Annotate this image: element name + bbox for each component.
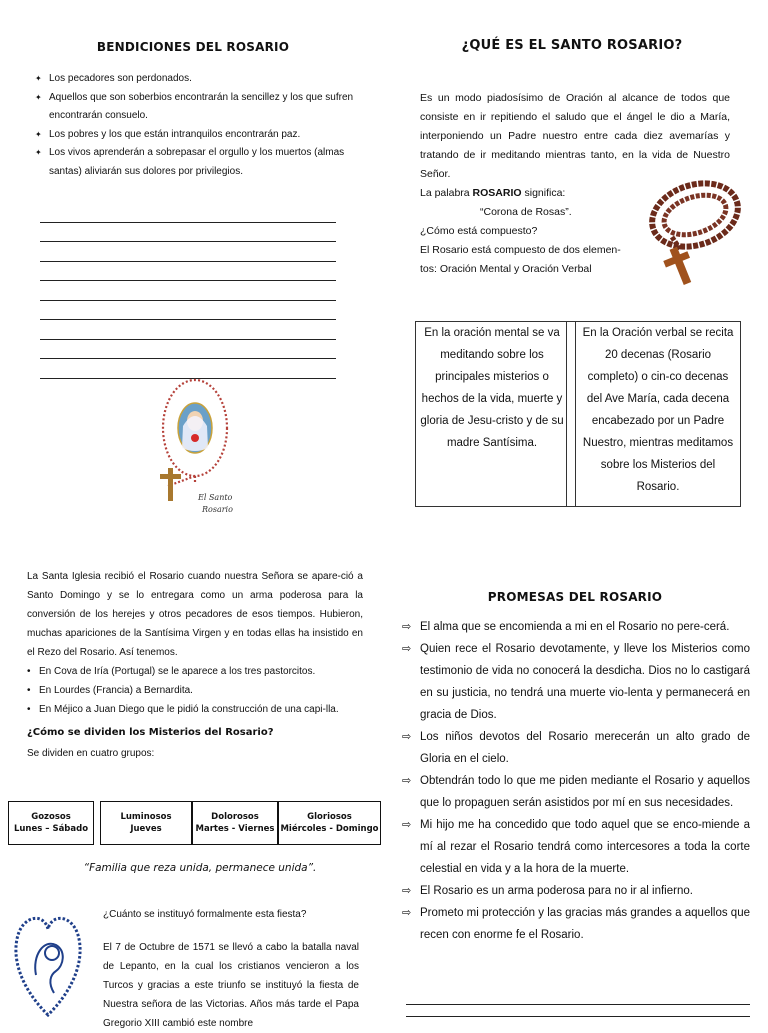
list-item: ✦ Aquellos que son soberbios encontrarán la sencillez y los que sufren encontrarán consuelo. <box>28 89 358 126</box>
misterios-grid <box>8 801 381 845</box>
promesas-section <box>400 590 750 946</box>
image-caption-1: El Santo <box>198 493 233 502</box>
list-item: ✦ Los vivos aprenderán a sobrepasar el orgullo y los muertos (almas santas) aliviarán sus dolores por privilegios. <box>28 144 358 181</box>
bullet-icon: • <box>27 666 31 677</box>
oracion-table <box>415 321 741 507</box>
star-bullet-icon: ✦ <box>35 129 42 139</box>
list-item: ⇨ El alma que se encomienda a mi en el Rosario no pere-cerá. <box>400 616 750 638</box>
list-item: ✦ Los pecadores son perdonados. <box>28 70 358 89</box>
bendiciones-list <box>28 70 358 181</box>
bendiciones-title: BENDICIONES DEL ROSARIO <box>96 40 290 54</box>
arrow-bullet-icon: ⇨ <box>402 775 412 787</box>
rosary-virgin-image <box>150 376 240 521</box>
promesas-list <box>400 616 750 946</box>
promesas-title: PROMESAS DEL ROSARIO <box>487 590 663 604</box>
list-item: ⇨ Los niños devotos del Rosario merecerán un alto grado de Gloria en el cielo. <box>400 726 750 770</box>
fiesta-question: ¿Cuánto se instituyó formalmente esta fiesta? <box>103 909 307 920</box>
apariciones-list <box>27 662 363 719</box>
misterio-luminosos: Luminosos Jueves <box>100 801 192 845</box>
misterio-gozosos: Gozosos Lunes – Sábado <box>8 801 94 845</box>
list-item: • En Méjico a Juan Diego que le pidió la construcción de una capi-lla. <box>39 700 363 719</box>
writing-line <box>406 1016 750 1017</box>
arrow-bullet-icon: ⇨ <box>402 643 412 655</box>
que-es-title: ¿QUÉ ES EL SANTO ROSARIO? <box>461 38 683 53</box>
table-divider <box>566 322 567 506</box>
corona-line: “Corona de Rosas”. <box>480 206 572 218</box>
list-item: ⇨ El Rosario es un arma poderosa para no ir al infierno. <box>400 880 750 902</box>
historia-section <box>27 567 363 759</box>
heart-rosary-image <box>8 905 88 1024</box>
misterio-dolorosos: Dolorosos Martes - Viernes <box>192 801 278 845</box>
list-item: ⇨ Prometo mi protección y las gracias más grandes a aquellos que recen con enorme fe el Rosario. <box>400 902 750 946</box>
list-item: • En Cova de Iría (Portugal) se le aparece a los tres pastorcitos. <box>39 662 363 681</box>
palabra-line: La palabra ROSARIO significa: <box>420 187 566 199</box>
writing-line <box>406 1004 750 1005</box>
arrow-bullet-icon: ⇨ <box>402 731 412 743</box>
list-item: ⇨ Mi hijo me ha concedido que todo aquel que se enco-miende a mí al rezar el Rosario tendrá como intercesores a toda la corte celestial en vida y a la hora de la muerte. <box>400 814 750 880</box>
star-bullet-icon: ✦ <box>35 92 42 102</box>
rosary-photo <box>640 175 750 290</box>
table-divider <box>575 322 576 506</box>
oracion-verbal-cell: En la Oración verbal se recita 20 decenas (Rosario completo) o cin-co decenas del Ave María, cada decena encabezado por un Padre Nuestro, mientras meditamos sobre los Misterios del Rosario. <box>582 327 734 493</box>
family-quote: “Familia que reza unida, permanece unida”. <box>83 862 317 874</box>
oracion-mental-cell: En la oración mental se va meditando sobre los principales misterios o hechos de la vida, muerte y gloria de Jesu-cristo y de su madre Santísima. <box>420 327 564 449</box>
como-question: ¿Cómo está compuesto? <box>420 225 538 237</box>
arrow-bullet-icon: ⇨ <box>402 819 412 831</box>
arrow-bullet-icon: ⇨ <box>402 907 412 919</box>
arrow-bullet-icon: ⇨ <box>402 885 412 897</box>
list-item: ✦ Los pobres y los que están intranquilos encontrarán paz. <box>28 126 358 145</box>
bullet-icon: • <box>27 704 31 715</box>
fiesta-section <box>103 905 359 1033</box>
list-item: • En Lourdes (Francia) a Bernardita. <box>39 681 363 700</box>
writing-lines <box>40 203 336 379</box>
list-item: ⇨ Quien rece el Rosario devotamente, y lleve los Misterios como testimonio de vida no conocerá la desdicha. Dios no lo castigará en su justicia, no tendrá una muerte vio-lenta y permanecerá en gracia de Dios. <box>400 638 750 726</box>
bullet-icon: • <box>27 685 31 696</box>
misterio-gloriosos: Gloriosos Miércoles - Domingo <box>278 801 381 845</box>
star-bullet-icon: ✦ <box>35 74 42 83</box>
compuesto-line-1: El Rosario está compuesto de dos elemen- <box>420 244 621 256</box>
intro-paragraph: Es un modo piadosísimo de Oración al alcance de todos que consiste en ir repitiendo el saludo que el ángel le dio a María, interponiendo un Padre nuestro entre cada diez avemarías y tratando de ir meditando mientras tanto, en la vida de Nuestro Señor. <box>420 92 730 180</box>
groups-intro: Se dividen en cuatro grupos: <box>27 748 155 759</box>
arrow-bullet-icon: ⇨ <box>402 621 412 633</box>
star-bullet-icon: ✦ <box>35 148 42 157</box>
fiesta-text: El 7 de Octubre de 1571 se llevó a cabo la batalla naval de Lepanto, en la cual los cristianos vencieron a los Turcos y gracias a este triunfo se instituyó la fiesta de Nuestra señora de las Victorias. Años más tarde el Papa Gregorio XIII cambió este nombre <box>103 942 359 1029</box>
historia-paragraph: La Santa Iglesia recibió el Rosario cuando nuestra Señora se apare-ció a Santo Domingo y se lo entregara como un arma poderosa para la conversión de los herejes y otros pecadores de esos tiempos. Hubieron, muchas apariciones de la Santísima Virgen y en todas ellas ha insistido en el Rezo del Rosario. Así tenemos. <box>27 571 363 658</box>
image-caption-2: Rosario <box>202 505 233 514</box>
list-item: ⇨ Obtendrán todo lo que me piden mediante el Rosario y aquellos que lo propaguen serán asistidos por mí en sus necesidades. <box>400 770 750 814</box>
bendiciones-section <box>28 40 358 181</box>
misterios-question: ¿Cómo se dividen los Misterios del Rosario? <box>27 727 274 738</box>
compuesto-line-2: tos: Oración Mental y Oración Verbal <box>420 263 592 275</box>
